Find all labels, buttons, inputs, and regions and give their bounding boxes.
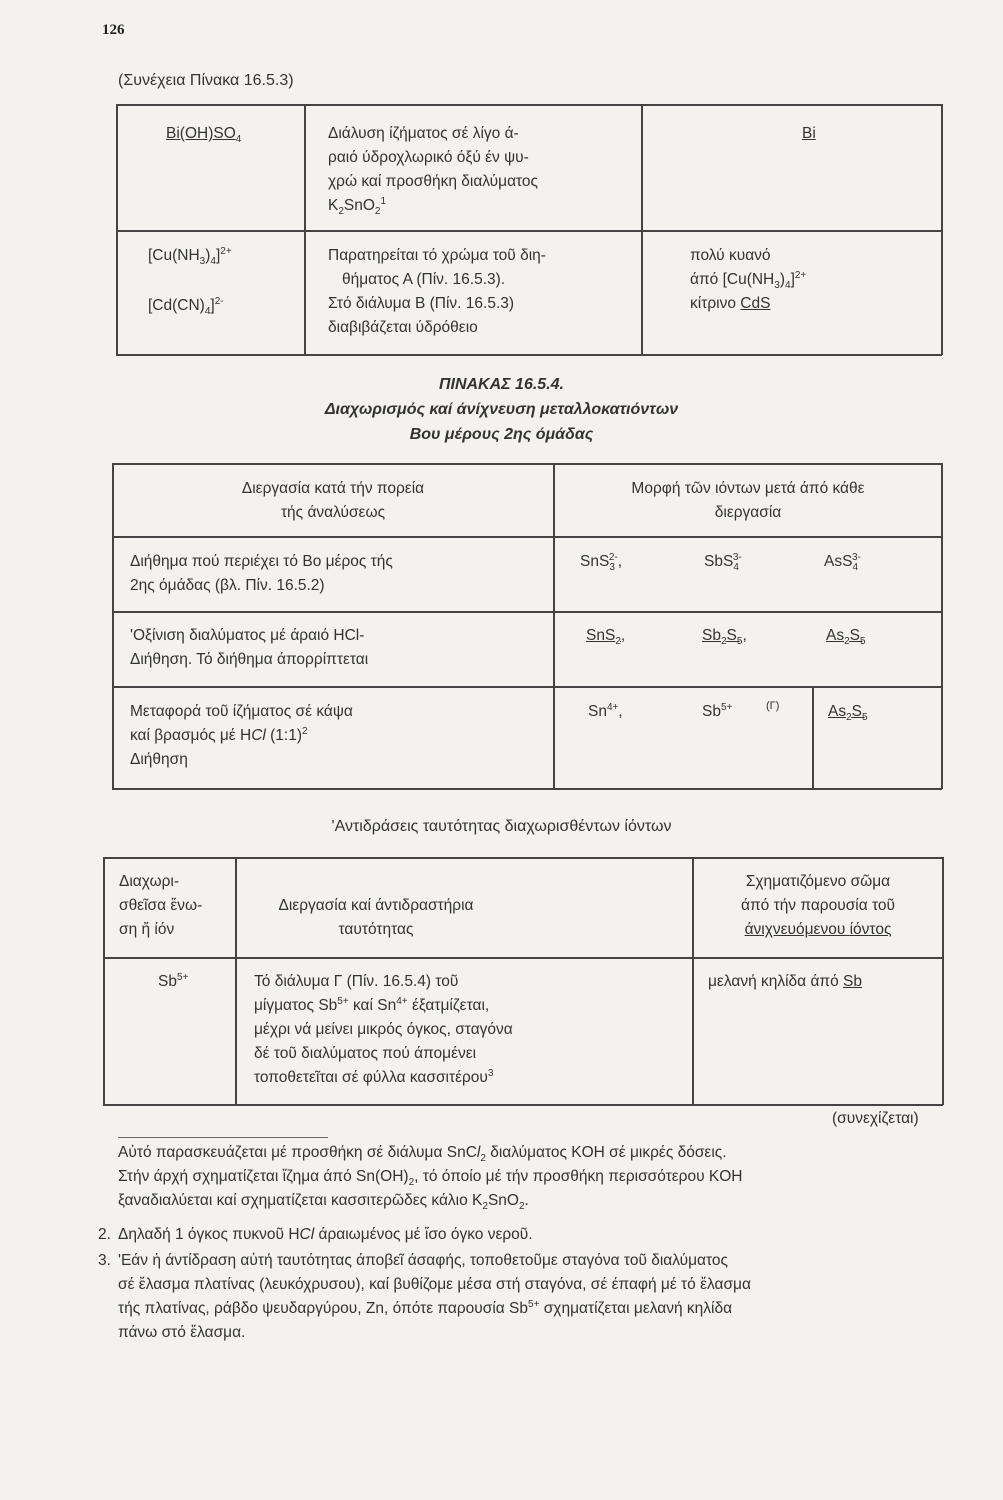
footnote-3-line3: τής πλατίνας, ράβδο ψευδαργύρου, Zn, όπότε παρουσία $Sb^{5+}$ σχηματίζεται μελανή κηλίδα <box>118 1298 733 1317</box>
table2-row1-ion-sns3: SnS$_3^{2-}$, <box>580 551 623 574</box>
table2-header-left-line1: Διεργασία κατά τήν πορεία <box>241 480 425 497</box>
table2-row2-step-line1: 'Οξίνιση διαλύματος μέ άραιό HCl- <box>130 627 365 644</box>
table1-col-divider-1 <box>304 104 306 355</box>
table1-top-rule <box>116 104 942 106</box>
table1-row2-procedure <box>328 244 638 340</box>
table3-header-col1-line2: σθεῖσα ἕνω- <box>119 897 203 914</box>
table1-row2-line1: Παρατηρείται τό χρώμα τοῦ διη- <box>328 247 546 264</box>
table3-row-result: μελανή κηλίδα άπό Sb <box>708 973 863 990</box>
footnote-3-line1: 'Εάν ἡ άντίδραση αὐτή ταυτότητας άποβεῖ άσαφής, τοποθετοῦμε σταγόνα τοῦ διαλύματος <box>118 1252 729 1269</box>
table2-row1-step-line2: 2ης όμάδας (βλ. Πίν. 16.5.2) <box>130 577 325 594</box>
table2-title: Διαχωρισμός καί άνίχνευση μεταλλοκατιόντων <box>324 401 679 418</box>
table1-row2-line3: Στό διάλυμα Β (Πίν. 16.5.3) <box>328 295 515 312</box>
table3-row-procedure-line2: μίγματος $Sb^{5+}$ καί $Sn^{4+}$ έξατμίζεται, <box>254 995 490 1014</box>
table1-species-cd-complex: $[Cd(CN)_4]^{2-}$ <box>148 295 224 318</box>
table2-row3-label-gamma: (Γ) <box>766 700 780 712</box>
table1-left-border <box>116 104 118 355</box>
table3-bottom-rule <box>103 1104 943 1106</box>
table2-header-right-line1: Μορφή τῶν ιόντων μετά άπό κάθε <box>631 480 865 497</box>
table3-header-col3-line1: Σχηματιζόμενο σῶμα <box>745 873 891 890</box>
table1-col-divider-2 <box>641 104 643 355</box>
table2-number: ΠΙΝΑΚΑΣ 16.5.4. <box>439 376 564 393</box>
table3-row-procedure-line5: τοποθετεῖται σέ φύλλα κασσιτέρου$^3$ <box>254 1067 494 1086</box>
table3-row-procedure-line3: μέχρι νά μείνει μικρός όγκος, σταγόνα <box>254 1021 513 1038</box>
table2-bottom-rule <box>112 788 942 790</box>
table2-row2-step <box>130 624 550 672</box>
table3-header-col2 <box>236 894 516 942</box>
table2-row3-ion-sb5: $Sb^{5+}$ <box>702 701 733 720</box>
table2-row3-step-line1: Μεταφορά τοῦ ίζήματος σέ κάψα <box>130 703 353 720</box>
table3-header-divider <box>103 957 943 959</box>
table1-row1-line4: $K_2SnO_2^1$ <box>328 195 387 218</box>
footnote-3 <box>98 1249 963 1345</box>
table2-subtitle: Βου μέρους 2ης όμάδας <box>409 426 594 443</box>
footnote-1-line3: ξαναδιαλύεται καί σχηματίζεται κασσιτερῶδες κάλιο $K_2SnO_2$. <box>118 1192 529 1213</box>
table1-row1-result: Bi <box>802 125 816 142</box>
table1-row1-line2: ραιό ύδροχλωρικό όξύ έν ψυ- <box>328 149 529 166</box>
footnote-2-line1: Δηλαδή 1 όγκος πυκνοῦ HCl άραιωμένος μέ ἴσο όγκο νεροῦ. <box>118 1226 533 1243</box>
table2-row2-ion-as2s5: $As_2S_5$ <box>826 627 866 648</box>
table1-row1-line1: Διάλυση ίζήματος σέ λίγο ά- <box>328 125 519 142</box>
table3-header-col3-line2: άπό τήν παρουσία τοῦ <box>740 897 895 914</box>
table2-top-rule <box>112 463 942 465</box>
table2-inner-divider <box>812 686 814 789</box>
table2-header-right <box>554 477 942 525</box>
table3-header-col1-line1: Διαχωρι- <box>119 873 180 890</box>
table2-row2-ion-sb2s5: $Sb_2S_5$, <box>702 627 747 648</box>
table3-left-border <box>103 857 105 1105</box>
table2-row1-step <box>130 550 550 598</box>
table1-row2-result-line3: κίτρινο CdS <box>690 295 771 312</box>
table1-row2-result-line1: πολύ κυανό <box>690 247 771 264</box>
table2-row3-step-line2: καί βρασμός μέ HCl (1:1)$^2$ <box>130 725 308 744</box>
table2-header-divider <box>112 536 942 538</box>
table1-row2-result-line2: άπό $[Cu(NH_3)_4]^{2+}$ <box>690 269 807 292</box>
table2-header-right-line2: διεργασία <box>714 504 782 521</box>
table2-row3-step <box>130 700 550 772</box>
table1-bottom-rule <box>116 354 942 356</box>
table2-row2-step-line2: Διήθηση. Τό διήθημα άπορρίπτεται <box>130 651 369 668</box>
continuation-label: (Συνέχεια Πίνακα 16.5.3) <box>118 72 294 89</box>
footnote-2 <box>98 1223 963 1247</box>
table1-row2-result <box>690 244 930 316</box>
footnote-3-number: 3. <box>98 1252 111 1269</box>
footnote-1-line1: Αὐτό παρασκευάζεται μέ προσθήκη σέ διάλυμα SnCl$_2$ διαλύματος KOH σέ μικρές δόσεις. <box>118 1144 727 1165</box>
table2-row1-ion-ass4: AsS$_4^{3-}$ <box>824 551 861 574</box>
table2-row3-ion-as2s5: $As_2S_5$ <box>828 703 868 724</box>
table3-header-col3 <box>693 870 943 942</box>
table3-header-col1-line3: ση ἤ ίόν <box>119 921 175 938</box>
footnote-separator <box>118 1137 328 1138</box>
table2-row3-step-line3: Διήθηση <box>130 751 188 768</box>
footnote-1 <box>118 1141 963 1213</box>
table1-row2-line2: θήματος Α (Πίν. 16.5.3). <box>342 271 506 288</box>
footnote-3-line2: σέ ἔλασμα πλατίνας (λευκόχρυσου), καί βυθίζομε μέσα στή σταγόνα, σέ έπαφή μέ τό ἔλασμα <box>118 1276 751 1293</box>
table1-right-border <box>941 104 943 355</box>
footnote-2-number: 2. <box>98 1226 111 1243</box>
table3-continues-note: (συνεχίζεται) <box>832 1110 919 1127</box>
table3-heading: 'Αντιδράσεις ταυτότητας διαχωρισθέντων ίόντων <box>331 818 672 835</box>
table3-header-col2-line1: Διεργασία καί άντιδραστήρια <box>278 897 474 914</box>
table2-header-left <box>113 477 553 525</box>
footnote-3-line4: πάνω στό ἔλασμα. <box>118 1324 246 1341</box>
table2-header-left-line2: τής άναλύσεως <box>280 504 386 521</box>
footnote-1-line2: Στήν άρχή σχηματίζεται ἴζημα άπό $Sn(OH)_2$, τό όποίο μέ τήν προσθήκη περισσότερου KOH <box>118 1168 743 1189</box>
table2-row2-ion-sns2: SnS$_2$, <box>586 627 626 648</box>
table3-row-procedure-line4: δέ τοῦ διαλύματος πού άπομένει <box>254 1045 477 1062</box>
table3-header-col3-line3: άνιχνευόμενου ίόντος <box>744 921 892 938</box>
table3-row-ion: $Sb^{5+}$ <box>158 971 189 990</box>
table3-header-col1 <box>119 870 234 942</box>
table2-row3-ion-sn4: $Sn^{4+}$, <box>588 701 623 720</box>
table3-top-rule <box>103 857 943 859</box>
table2-row-divider-2 <box>112 686 942 688</box>
table2-row1-step-line1: Διήθημα πού περιέχει τό Βο μέρος τής <box>130 553 393 570</box>
table1-species-bioh-so4: $Bi(OH)SO_4$ <box>166 125 242 146</box>
table1-row-divider <box>116 230 942 232</box>
table3-row-procedure <box>254 970 684 1090</box>
table1-row2-line4: διαβιβάζεται ύδρόθειο <box>328 319 478 336</box>
table3-row-procedure-line1: Τό διάλυμα Γ (Πίν. 16.5.4) τοῦ <box>254 973 459 990</box>
page-number: 126 <box>102 22 125 38</box>
table2-row-divider-1 <box>112 611 942 613</box>
table1-row1-procedure <box>328 122 628 218</box>
table1-species-cu-complex: $[Cu(NH_3)_4]^{2+}$ <box>148 245 232 268</box>
table1-row1-line3: χρώ καί προσθήκη διαλύματος <box>328 173 539 190</box>
table2-row1-ion-sbs4: SbS$_4^{3-}$ <box>704 551 742 574</box>
table3-header-col2-line2: ταυτότητας <box>338 921 414 938</box>
